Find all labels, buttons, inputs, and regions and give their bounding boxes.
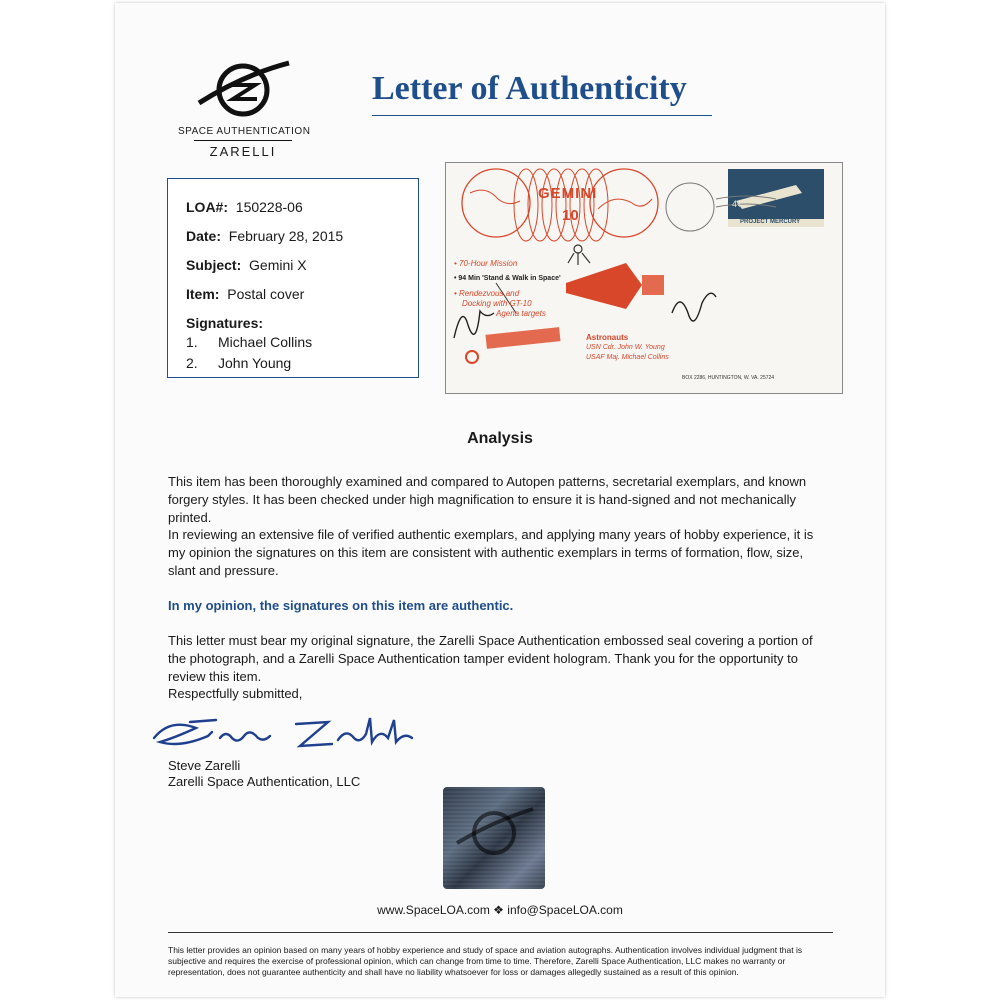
page-title: Letter of Authenticity: [372, 70, 687, 107]
cover-address: BOX 2286, HUNTINGTON, W. VA. 25724: [682, 375, 775, 381]
logo-divider: [194, 140, 292, 141]
loa-row: [186, 199, 303, 215]
signature-list-item: [186, 355, 291, 371]
stamp-label: PROJECT MERCURY: [740, 219, 801, 225]
analysis-paragraph-1: This item has been thoroughly examined and compared to Autopen patterns, secretarial exemplars, and known forgery styles. It has been checked under high magnification to ensure it is hand-signed and not mechanically printed.: [168, 474, 807, 525]
footer-divider: [168, 932, 833, 933]
authentic-opinion: In my opinion, the signatures on this item are authentic.: [168, 598, 514, 613]
signatures-heading: [186, 315, 263, 331]
loa-value: 150228-06: [235, 199, 303, 215]
cover-mission-number: 10: [562, 207, 579, 224]
subject-row: [186, 257, 307, 273]
stamp-value: 4¢: [732, 199, 743, 209]
cover-mission-text: • 70-Hour Mission: [454, 259, 518, 268]
disclaimer-text: This letter provides an opinion based on many years of hobby experience and study of space and aviation autographs. Authentication involves individual judgment that is subjective and requires the exercise of professional opinion, which can change from time to time. Therefore, Zarelli Space Authentication, LLC makes no warranty or representation, does not guarantee authenticity and shall have no liability whatsoever for loss or damages allegedly sustained as a result of this opinion.: [168, 945, 803, 977]
item-value: Postal cover: [227, 286, 305, 302]
item-label: Item:: [186, 286, 220, 302]
signature-name: John Young: [218, 355, 292, 371]
analysis-paragraph-2: In reviewing an extensive file of verified authentic exemplars, and applying many years of hobby experience, it is my opinion the signatures on this item are consistent with authentic exemplars in terms of formation, flow, size, slant and pressure.: [168, 527, 814, 578]
cover-eva-text: • 94 Min 'Stand & Walk in Space': [454, 275, 561, 282]
cover-collins-text: USAF Maj. Michael Collins: [586, 354, 669, 361]
signer-company: Zarelli Space Authentication, LLC: [168, 774, 361, 789]
loa-label: LOA#:: [186, 199, 228, 215]
subject-label: Subject:: [186, 257, 242, 273]
postal-cover-photo: [445, 162, 843, 394]
cover-docking-text: Docking with GT-10: [462, 299, 532, 308]
cover-astronauts-heading: Astronauts: [586, 333, 629, 342]
hologram-logo-icon: [443, 787, 545, 889]
handwritten-signature: [150, 708, 430, 756]
loa-info-box: [167, 178, 419, 378]
title-underline: [372, 115, 712, 116]
cover-rendezvous-text: • Rendezvous and: [454, 289, 520, 298]
signature-name: Michael Collins: [218, 334, 313, 350]
orbit-logo-icon: [193, 55, 293, 125]
zarelli-logo: [178, 55, 311, 159]
logo-top-text: SPACE AUTHENTICATION: [178, 126, 311, 137]
contact-info: www.SpaceLOA.com ❖ info@SpaceLOA.com: [377, 903, 623, 917]
cover-young-text: USN Cdr. John W. Young: [586, 344, 665, 351]
signer-name: Steve Zarelli: [168, 758, 241, 773]
signature-number: 1.: [186, 334, 198, 350]
tamper-evident-hologram: [443, 787, 545, 889]
date-label: Date:: [186, 228, 222, 244]
cover-agena-text: Agena targets: [496, 309, 546, 318]
logo-bottom-text: ZARELLI: [209, 144, 277, 159]
date-value: February 28, 2015: [228, 228, 344, 244]
date-row: [186, 228, 343, 244]
closing-text: Respectfully submitted,: [168, 686, 303, 701]
analysis-paragraph-3: This letter must bear my original signature, the Zarelli Space Authentication embossed seal covering a portion of the photograph, and a Zarelli Space Authentication tamper evident hologram. Thank you for the opportunity to review this item.: [168, 633, 813, 684]
item-row: [186, 286, 304, 302]
signature-number: 2.: [186, 355, 198, 371]
signatures-label: Signatures:: [186, 315, 264, 331]
analysis-heading: Analysis: [467, 430, 533, 447]
signature-list-item: [186, 334, 312, 350]
subject-value: Gemini X: [249, 257, 307, 273]
cover-gemini-title: GEMINI: [538, 185, 598, 202]
